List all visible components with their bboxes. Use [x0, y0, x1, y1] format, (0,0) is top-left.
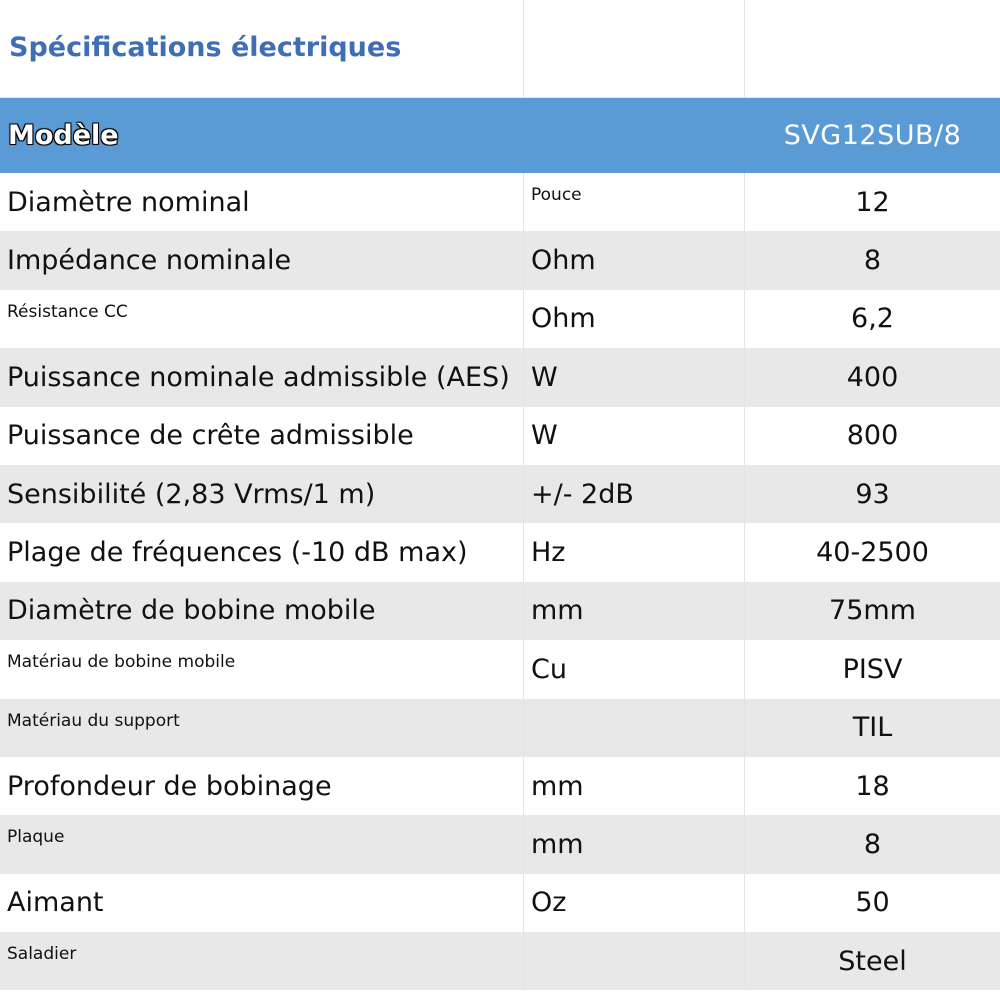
spec-value: 8 — [863, 245, 882, 277]
table-row — [0, 874, 1000, 932]
spec-label: Sensibilité (2,83 Vrms/1 m) — [0, 465, 524, 523]
table-row — [0, 932, 1000, 990]
spec-value: 93 — [855, 478, 890, 510]
table-header — [0, 98, 1000, 173]
spec-table-body — [0, 173, 1000, 990]
table-row — [0, 290, 1000, 348]
spec-value: Steel — [838, 945, 907, 977]
spec-label: Matériau du support — [0, 699, 524, 757]
spec-label: Saladier — [0, 932, 524, 990]
spec-unit: W — [524, 407, 745, 465]
spec-unit: +/- 2dB — [524, 465, 745, 523]
spec-label: Profondeur de bobinage — [0, 757, 524, 815]
spec-label: Plaque — [0, 815, 524, 873]
spec-unit: Pouce — [524, 173, 745, 231]
spec-value: 400 — [846, 361, 899, 393]
spec-label: Diamètre nominal — [0, 173, 524, 231]
spec-label: Résistance CC — [0, 290, 524, 348]
spec-value: 18 — [855, 770, 890, 802]
table-row — [0, 699, 1000, 757]
title-row — [0, 0, 1000, 98]
spec-label: Diamètre de bobine mobile — [0, 582, 524, 640]
table-row — [0, 407, 1000, 465]
table-row — [0, 815, 1000, 873]
spec-label: Puissance nominale admissible (AES) — [0, 348, 524, 406]
table-row — [0, 348, 1000, 406]
spec-unit: mm — [524, 757, 745, 815]
table-row — [0, 465, 1000, 523]
header-label: Modèle — [8, 120, 119, 151]
spec-unit: mm — [524, 582, 745, 640]
spec-unit: Oz — [524, 874, 745, 932]
title-empty-cell — [745, 0, 1000, 97]
table-row — [0, 582, 1000, 640]
spec-unit — [524, 699, 745, 757]
spec-unit: Hz — [524, 523, 745, 581]
spec-value: 50 — [855, 887, 890, 919]
title-empty-cell — [524, 0, 745, 97]
spec-unit — [524, 932, 745, 990]
spec-unit: Ohm — [524, 290, 745, 348]
spec-label: Impédance nominale — [0, 231, 524, 289]
spec-unit: mm — [524, 815, 745, 873]
page-title: Spécifications électriques — [9, 32, 402, 63]
spec-unit: W — [524, 348, 745, 406]
spec-value: TIL — [852, 712, 893, 744]
spec-value: 800 — [846, 420, 899, 452]
table-row — [0, 523, 1000, 581]
spec-value: 40-2500 — [816, 537, 929, 569]
table-row — [0, 640, 1000, 698]
spec-value: 8 — [863, 828, 882, 860]
spec-unit: Cu — [524, 640, 745, 698]
spec-unit: Ohm — [524, 231, 745, 289]
spec-value: 12 — [855, 186, 890, 218]
table-row — [0, 757, 1000, 815]
table-row — [0, 231, 1000, 289]
spec-label: Puissance de crête admissible — [0, 407, 524, 465]
spec-value: 75mm — [829, 595, 916, 627]
spec-label: Matériau de bobine mobile — [0, 640, 524, 698]
title-cell — [0, 0, 524, 97]
header-model-value: SVG12SUB/8 — [783, 120, 962, 151]
spec-label: Aimant — [0, 874, 524, 932]
spec-value: PISV — [842, 653, 903, 685]
table-row — [0, 173, 1000, 231]
spec-label: Plage de fréquences (-10 dB max) — [0, 523, 524, 581]
spec-value: 6,2 — [851, 303, 894, 335]
